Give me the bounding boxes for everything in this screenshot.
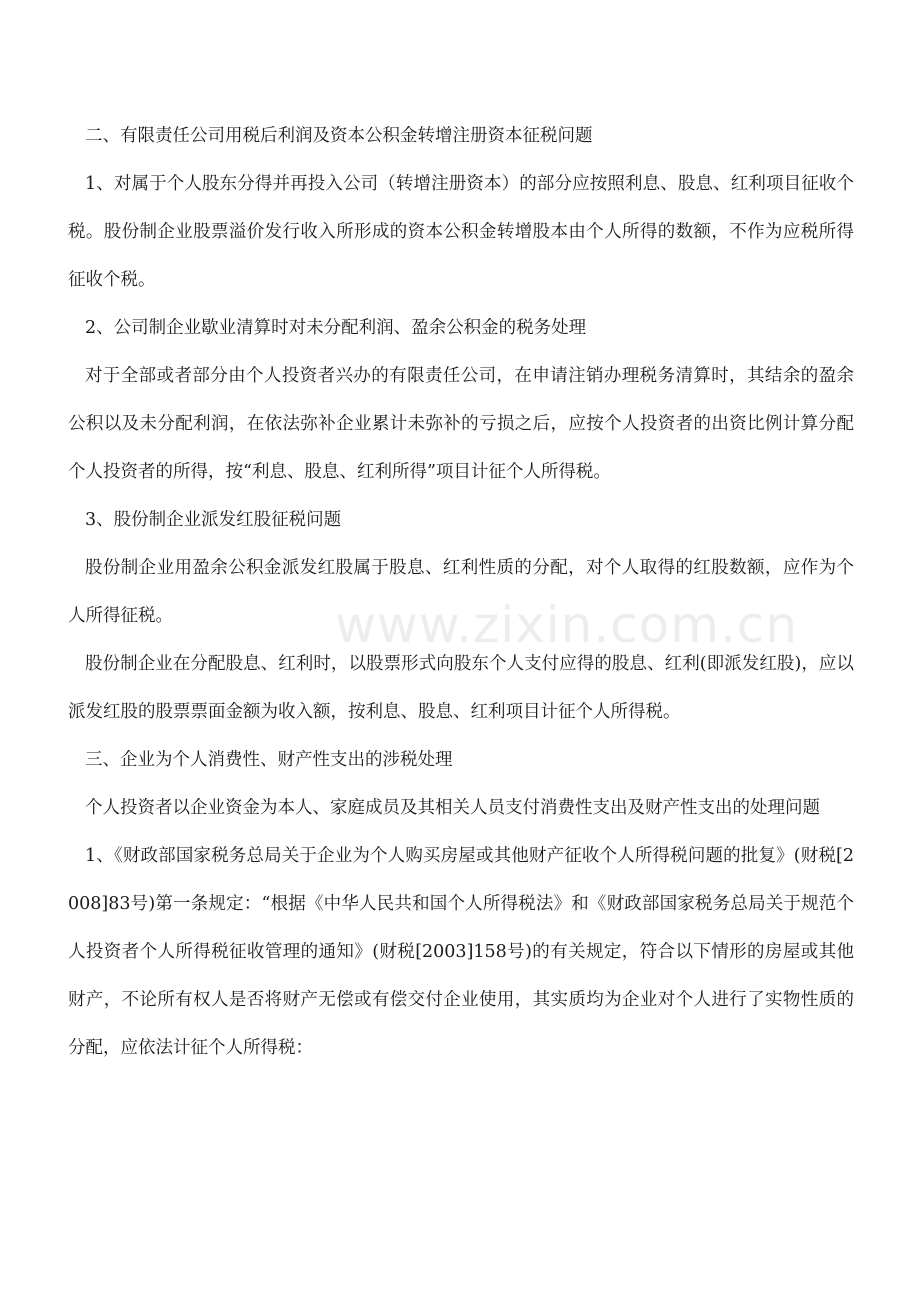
paragraph-regulation-reply: 1、《财政部国家税务总局关于企业为个人购买房屋或其他财产征收个人所得税问题的批复》(财税[2008]83号)第一条规定：“根据《中华人民共和国个人所得税法》和《财政部国家税务总局关于规范个人投资者个人所得税征收管理的通知》(财税[2003]158号)的有关规定，符合以下情形的房屋或其他财产，不论所有权人是否将财产无偿或有偿交付企业使用，其实质均为企业对个人进行了实物性质的分配，应依法计征个人所得税：	[68, 846, 854, 1058]
paragraph-bonus-shares: 股份制企业用盈余公积金派发红股属于股息、红利性质的分配，对个人取得的红股数额，应作为个人所得征税。	[68, 558, 854, 626]
paragraph-item-1: 1、对属于个人股东分得并再投入公司（转增注册资本）的部分应按照利息、股息、红利项目征收个税。股份制企业股票溢价发行收入所形成的资本公积金转增股本由个人所得的数额，不作为应税所得征收个税。	[68, 174, 854, 290]
paragraph-consumption-expenses: 个人投资者以企业资金为本人、家庭成员及其相关人员支付消费性支出及财产性支出的处理问题	[85, 798, 820, 818]
document-body	[68, 112, 854, 1072]
paragraph-dividend-distribution: 股份制企业在分配股息、红利时，以股票形式向股东个人支付应得的股息、红利(即派发红股)，应以派发红股的股票票面金额为收入额，按利息、股息、红利项目计征个人所得税。	[68, 654, 854, 722]
section-heading-three: 三、企业为个人消费性、财产性支出的涉税处理	[85, 750, 453, 770]
subheading-item-2: 2、公司制企业歇业清算时对未分配利润、盈余公积金的税务处理	[85, 318, 587, 338]
subheading-item-3: 3、股份制企业派发红股征税问题	[85, 510, 342, 530]
paragraph-liquidation: 对于全部或者部分由个人投资者兴办的有限责任公司，在申请注销办理税务清算时，其结余的盈余公积以及未分配利润，在依法弥补企业累计未弥补的亏损之后，应按个人投资者的出资比例计算分配个人投资者的所得，按“利息、股息、红利所得”项目计征个人所得税。	[68, 366, 854, 482]
section-heading-two: 二、有限责任公司用税后利润及资本公积金转增注册资本征税问题	[85, 126, 593, 146]
watermark: www.zixin.com.cn	[335, 596, 799, 654]
